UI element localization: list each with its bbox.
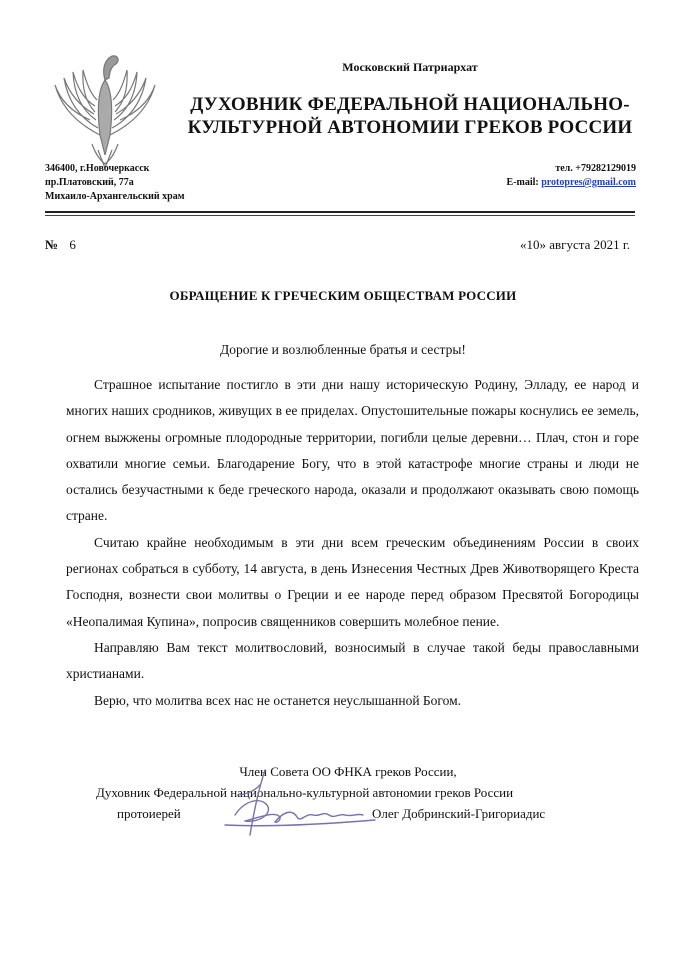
signatory-position-2: Духовник Федеральной национально-культурной автономии греков России (96, 785, 514, 800)
double-headed-eagle-emblem-icon (40, 40, 170, 170)
paragraph-4: Верю, что молитва всех нас не останется неуслышанной Богом. (94, 692, 462, 708)
address-line-3: Михаило-Архангельский храм (45, 191, 185, 202)
paragraph-3: Направляю Вам текст молитвословий, возносимый в случае такой беды православными христианами. (66, 639, 639, 682)
organization-title-line-2: КУЛЬТУРНОЙ АВТОНОМИИ ГРЕКОВ РОССИИ (187, 117, 633, 138)
greeting: Дорогие и возлюбленные братья и сестры! (220, 342, 466, 357)
handwritten-signature (205, 765, 385, 845)
postal-address (45, 162, 185, 204)
header-divider-thick (45, 211, 635, 213)
address-line-2: пр.Платовский, 77а (45, 177, 134, 188)
appeal-title: ОБРАЩЕНИЕ К ГРЕЧЕСКИМ ОБЩЕСТВАМ РОССИИ (169, 288, 517, 303)
number-sign: № (45, 237, 59, 252)
email-label: E-mail: (506, 177, 539, 188)
address-line-1: 346400, г.Новочеркасск (45, 163, 150, 174)
signatory-rank: протоиерей (117, 806, 181, 821)
document-number (45, 237, 76, 253)
paragraph-2: Считаю крайне необходимым в эти дни всем греческим объединениям России в своих регионах собраться в субботу, 14 августа, в день Изнесения Честных Древ Животворящего Креста Господня, вознести свои молитвы о Греции и ее народе перед образом Пресвятой Богородицы «Неопалимая Купина», попросив священников совершить молебное пение. (66, 534, 639, 629)
contact-block (507, 162, 636, 190)
signatory-name: Олег Добринский-Григориадис (372, 806, 546, 821)
email-link[interactable]: protopres@gmail.com (541, 177, 636, 188)
letter-body (66, 372, 639, 714)
email-row (507, 176, 636, 190)
organization-title-line-1: ДУХОВНИК ФЕДЕРАЛЬНОЙ НАЦИОНАЛЬНО- (190, 94, 630, 115)
phone-number: тел. +79282129019 (555, 163, 636, 174)
document-date: «10» августа 2021 г. (520, 237, 630, 252)
paragraph-1: Страшное испытание постигло в эти дни нашу историческую Родину, Элладу, ее народ и многих наших сродников, живущих в ее приделах. Опустошительные пожары коснулись ее земель, огнем выжжены огромные плодородные территории, погибли целые деревни… Плач, стон и горе охватили многие семьи. Благодарение Богу, что в этой катастрофе многие страны и люди не остались безучастными к беде греческого народа, оказали и продолжают оказывать свою помощь стране. (66, 377, 639, 524)
header-divider-thin (45, 215, 635, 216)
organization-title (170, 93, 650, 139)
number-value: 6 (69, 237, 76, 252)
signatory-position-1: Член Совета ОО ФНКА греков России, (239, 764, 457, 779)
patriarchate-heading: Московский Патриархат (342, 60, 478, 74)
